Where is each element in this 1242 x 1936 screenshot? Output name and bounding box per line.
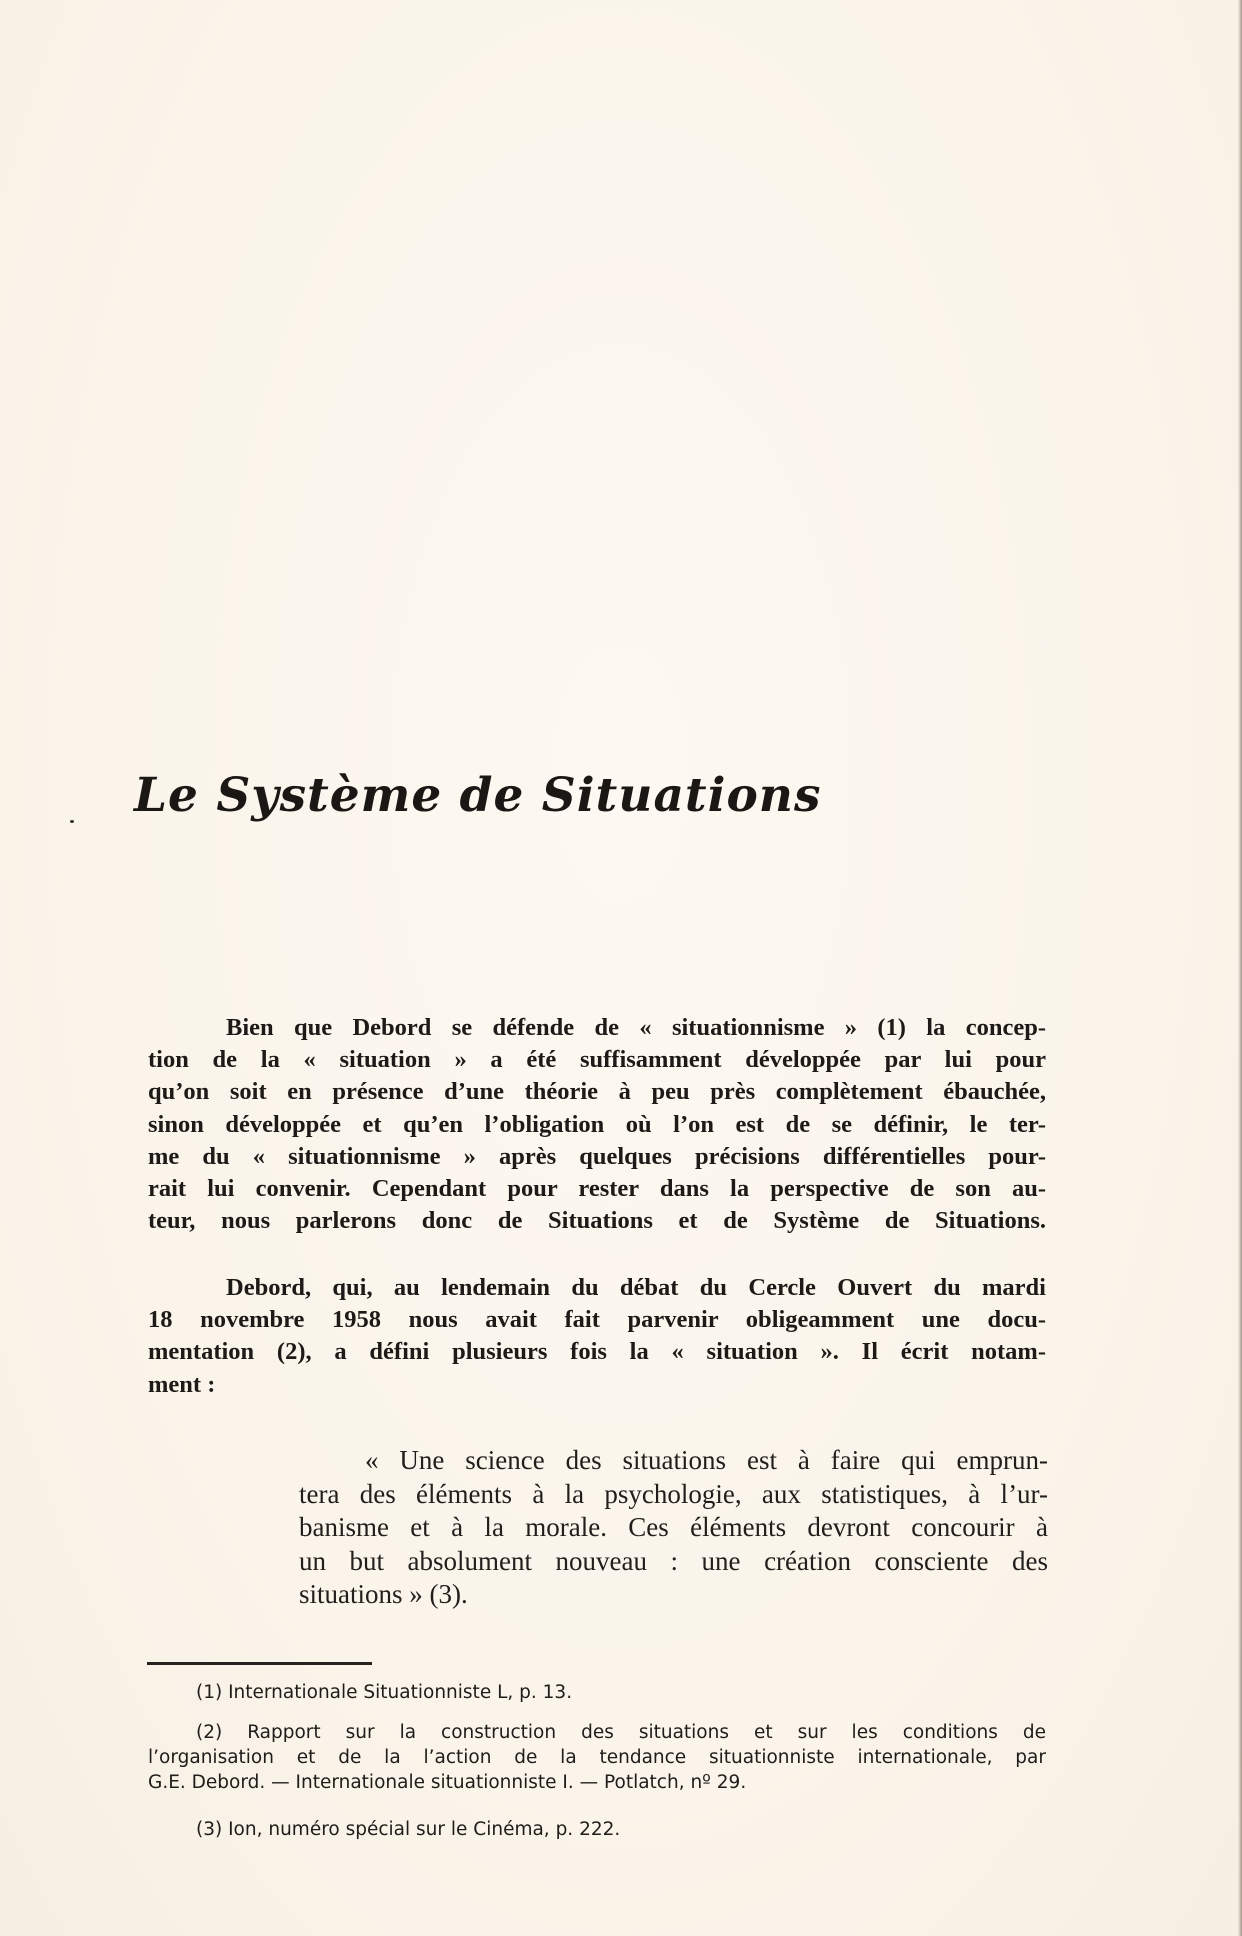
text-line: teur, nous parlerons donc de Situations et de Système de Situations.: [148, 1207, 1046, 1235]
footnote-3: [148, 1817, 1046, 1842]
quote-line: un but absolument nouveau : une création consciente des: [299, 1545, 1048, 1576]
page-edge-shadow: [1238, 0, 1242, 1936]
text-line: sinon développée et qu’en l’obligation où l’on est de se définir, le ter-: [148, 1110, 1046, 1138]
quote-line: tera des éléments à la psychologie, aux statistiques, à l’ur-: [299, 1478, 1048, 1509]
paragraph-1: [148, 1012, 1046, 1237]
footnote-line: l’organisation et de la l’action de la tendance situationniste internationale, par: [148, 1747, 1046, 1768]
text-line: mentation (2), a défini plusieurs fois la « situation ». Il écrit notam-: [148, 1338, 1046, 1366]
paragraph-2: [148, 1272, 1046, 1401]
text-line: tion de la « situation » a été suffisamment développée par lui pour: [148, 1046, 1046, 1074]
ink-speck: [70, 820, 74, 823]
quote-line: « Une science des situations est à faire qui emprun-: [365, 1445, 1048, 1475]
text-line: qu’on soit en présence d’une théorie à peu près complètement ébauchée,: [148, 1078, 1046, 1106]
footnote-divider: [147, 1662, 372, 1665]
text-line: me du « situationnisme » après quelques précisions différentielles pour-: [148, 1142, 1046, 1170]
quote-line: banisme et à la morale. Ces éléments devront concourir à: [299, 1512, 1048, 1542]
quote-line: situations » (3).: [299, 1579, 468, 1609]
footnote-line: G.E. Debord. — Internationale situationniste I. — Potlatch, nº 29.: [148, 1772, 747, 1793]
footnote-line: (1) Internationale Situationniste L, p. 13.: [196, 1682, 573, 1703]
footnote-line: (2) Rapport sur la construction des situations et sur les conditions de: [196, 1722, 1046, 1743]
block-quote: [299, 1444, 1048, 1612]
text-line: 18 novembre 1958 nous avait fait parvenir obligeamment une docu-: [148, 1306, 1046, 1334]
footnote-2: [148, 1720, 1046, 1795]
footnote-1: [148, 1680, 1046, 1705]
text-line: Debord, qui, au lendemain du débat du Cercle Ouvert du mardi: [226, 1274, 1046, 1301]
text-line: rait lui convenir. Cependant pour rester dans la perspective de son au-: [148, 1174, 1046, 1202]
chapter-title: Le Système de Situations: [134, 768, 822, 823]
footnote-line: (3) Ion, numéro spécial sur le Cinéma, p. 222.: [196, 1819, 621, 1840]
text-line: ment :: [148, 1370, 216, 1398]
text-line: Bien que Debord se défende de « situationnisme » (1) la concep-: [226, 1014, 1046, 1041]
